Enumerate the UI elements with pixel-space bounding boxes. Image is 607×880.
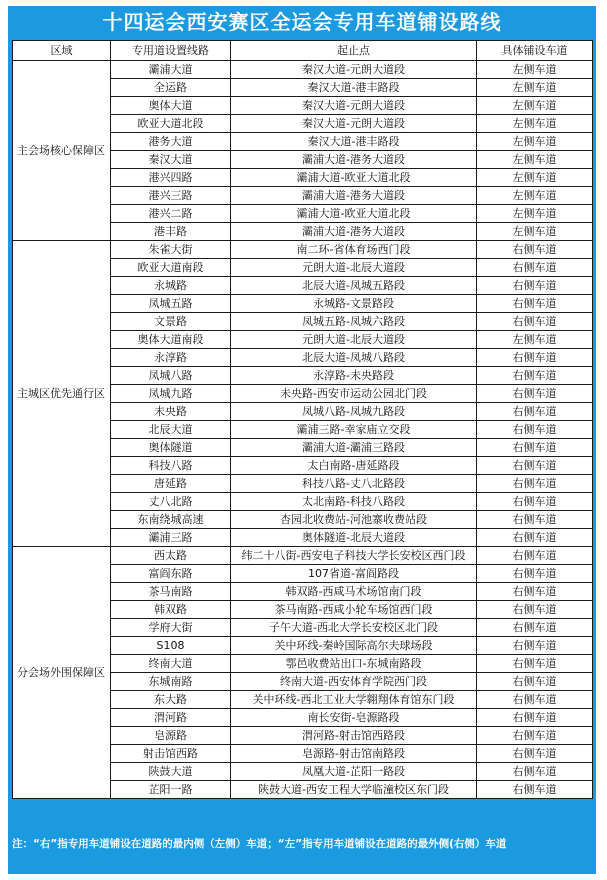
lane-cell: 左侧车道 <box>477 331 593 349</box>
route-cell: 终南大道 <box>111 655 231 673</box>
header-route: 专用道设置线路 <box>111 41 231 61</box>
lane-cell: 右侧车道 <box>477 601 593 619</box>
start-end-cell: 灞浦大道-灞浦三路段 <box>231 439 477 457</box>
start-end-cell: 未央路-西安市运动公园北门段 <box>231 385 477 403</box>
lane-cell: 右侧车道 <box>477 727 593 745</box>
lane-cell: 右侧车道 <box>477 385 593 403</box>
start-end-cell: 南长安街-皂源路段 <box>231 709 477 727</box>
route-cell: 灞浦三路 <box>111 529 231 547</box>
start-end-cell: 关中环线-秦岭国际高尔夫球场段 <box>231 637 477 655</box>
route-cell: 渭河路 <box>111 709 231 727</box>
start-end-cell: 灞浦大道-欧亚大道北段 <box>231 205 477 223</box>
start-end-cell: 秦汉大道-元朗大道段 <box>231 115 477 133</box>
route-cell: 学府大街 <box>111 619 231 637</box>
header-region: 区域 <box>13 41 111 61</box>
lane-cell: 左侧车道 <box>477 205 593 223</box>
lane-cell: 右侧车道 <box>477 781 593 799</box>
lane-cell: 右侧车道 <box>477 763 593 781</box>
lane-cell: 右侧车道 <box>477 691 593 709</box>
lane-cell: 左侧车道 <box>477 223 593 241</box>
lane-cell: 右侧车道 <box>477 403 593 421</box>
start-end-cell: 渭河路-射击馆西路段 <box>231 727 477 745</box>
start-end-cell: 永淳路-未央路段 <box>231 367 477 385</box>
lane-cell: 右侧车道 <box>477 637 593 655</box>
route-cell: 港兴三路 <box>111 187 231 205</box>
start-end-cell: 秦汉大道-港丰路段 <box>231 133 477 151</box>
route-cell: 港兴二路 <box>111 205 231 223</box>
start-end-cell: 凤城八路-凤城九路段 <box>231 403 477 421</box>
route-cell: S108 <box>111 637 231 655</box>
lane-cell: 右侧车道 <box>477 439 593 457</box>
route-cell: 东南绕城高速 <box>111 511 231 529</box>
route-cell: 港兴四路 <box>111 169 231 187</box>
start-end-cell: 元朗大道-北辰大道段 <box>231 259 477 277</box>
page-title: 十四运会西安赛区全运会专用车道铺设路线 <box>102 10 502 34</box>
start-end-cell: 太北南路-科技八路段 <box>231 493 477 511</box>
region-cell: 主城区优先通行区 <box>13 241 111 547</box>
route-cell: 西太路 <box>111 547 231 565</box>
start-end-cell: 灞浦大道-港务大道段 <box>231 223 477 241</box>
lane-cell: 右侧车道 <box>477 565 593 583</box>
table-row <box>13 241 593 259</box>
start-end-cell: 107省道-富阎路段 <box>231 565 477 583</box>
lane-cell: 右侧车道 <box>477 277 593 295</box>
route-cell: 丈八北路 <box>111 493 231 511</box>
route-cell: 文景路 <box>111 313 231 331</box>
start-end-cell: 南二环-省体育场西门段 <box>231 241 477 259</box>
route-cell: 朱雀大街 <box>111 241 231 259</box>
lane-cell: 右侧车道 <box>477 511 593 529</box>
lane-cell: 右侧车道 <box>477 673 593 691</box>
lane-cell: 左侧车道 <box>477 97 593 115</box>
start-end-cell: 鄠邑收费站出口-东城南路段 <box>231 655 477 673</box>
route-table <box>12 40 593 799</box>
lane-cell: 右侧车道 <box>477 709 593 727</box>
route-cell: 唐延路 <box>111 475 231 493</box>
lane-cell: 左侧车道 <box>477 61 593 79</box>
start-end-cell: 皂源路-射击馆南路段 <box>231 745 477 763</box>
route-cell: 东城南路 <box>111 673 231 691</box>
region-cell: 主会场核心保障区 <box>13 61 111 241</box>
page-frame <box>8 6 596 874</box>
route-cell: 全运路 <box>111 79 231 97</box>
lane-cell: 右侧车道 <box>477 295 593 313</box>
start-end-cell: 太白南路-唐延路段 <box>231 457 477 475</box>
lane-cell: 右侧车道 <box>477 583 593 601</box>
start-end-cell: 秦汉大道-元朗大道段 <box>231 97 477 115</box>
table-row <box>13 61 593 79</box>
route-cell: 韩双路 <box>111 601 231 619</box>
route-cell: 永城路 <box>111 277 231 295</box>
lane-cell: 右侧车道 <box>477 259 593 277</box>
lane-cell: 左侧车道 <box>477 169 593 187</box>
lane-cell: 右侧车道 <box>477 349 593 367</box>
table-body <box>13 61 593 799</box>
lane-cell: 右侧车道 <box>477 421 593 439</box>
start-end-cell: 奥体隧道-北辰大道段 <box>231 529 477 547</box>
lane-cell: 左侧车道 <box>477 133 593 151</box>
lane-cell: 右侧车道 <box>477 457 593 475</box>
start-end-cell: 秦汉大道-港丰路段 <box>231 79 477 97</box>
start-end-cell: 纬二十八街-西安电子科技大学长安校区西门段 <box>231 547 477 565</box>
lane-cell: 右侧车道 <box>477 655 593 673</box>
header-start-end: 起止点 <box>231 41 477 61</box>
table-row <box>13 547 593 565</box>
start-end-cell: 科技八路-丈八北路段 <box>231 475 477 493</box>
route-cell: 港丰路 <box>111 223 231 241</box>
route-cell: 北辰大道 <box>111 421 231 439</box>
route-cell: 凤城八路 <box>111 367 231 385</box>
start-end-cell: 凤凰大道-芷阳一路段 <box>231 763 477 781</box>
lane-cell: 右侧车道 <box>477 241 593 259</box>
route-cell: 皂源路 <box>111 727 231 745</box>
start-end-cell: 陕鼓大道-西安工程大学临潼校区东门段 <box>231 781 477 799</box>
lane-cell: 右侧车道 <box>477 367 593 385</box>
start-end-cell: 秦汉大道-元朗大道段 <box>231 61 477 79</box>
start-end-cell: 杏园北收费站-河池寨收费站段 <box>231 511 477 529</box>
lane-cell: 右侧车道 <box>477 529 593 547</box>
route-cell: 永淳路 <box>111 349 231 367</box>
lane-cell: 右侧车道 <box>477 475 593 493</box>
lane-cell: 右侧车道 <box>477 619 593 637</box>
footnote: 注：“右”指专用车道铺设在道路的最内侧（左侧）车道；“左”指专用车道铺设在道路的最外侧(右侧）车道 <box>12 838 507 850</box>
lane-cell: 右侧车道 <box>477 745 593 763</box>
start-end-cell: 茶马南路-西咸小轮车场馆西门段 <box>231 601 477 619</box>
route-cell: 灞浦大道 <box>111 61 231 79</box>
start-end-cell: 北辰大道-凤城八路段 <box>231 349 477 367</box>
route-cell: 奥体大道南段 <box>111 331 231 349</box>
route-cell: 欧亚大道南段 <box>111 259 231 277</box>
route-cell: 东大路 <box>111 691 231 709</box>
lane-cell: 左侧车道 <box>477 151 593 169</box>
lane-cell: 左侧车道 <box>477 79 593 97</box>
route-cell: 奥体隧道 <box>111 439 231 457</box>
start-end-cell: 关中环线-西北工业大学翱翔体育馆东门段 <box>231 691 477 709</box>
route-cell: 茶马南路 <box>111 583 231 601</box>
route-cell: 陕鼓大道 <box>111 763 231 781</box>
route-cell: 未央路 <box>111 403 231 421</box>
lane-cell: 左侧车道 <box>477 187 593 205</box>
lane-cell: 右侧车道 <box>477 547 593 565</box>
start-end-cell: 元朗大道-北辰大道段 <box>231 331 477 349</box>
start-end-cell: 凤城五路-凤城六路段 <box>231 313 477 331</box>
table-header-row <box>13 41 593 61</box>
route-cell: 凤城五路 <box>111 295 231 313</box>
start-end-cell: 终南大道-西安体育学院西门段 <box>231 673 477 691</box>
route-cell: 芷阳一路 <box>111 781 231 799</box>
start-end-cell: 北辰大道-凤城五路段 <box>231 277 477 295</box>
start-end-cell: 灞浦大道-港务大道段 <box>231 187 477 205</box>
route-cell: 欧亚大道北段 <box>111 115 231 133</box>
start-end-cell: 子午大道-西北大学长安校区北门段 <box>231 619 477 637</box>
start-end-cell: 永城路-文景路段 <box>231 295 477 313</box>
route-cell: 富阎东路 <box>111 565 231 583</box>
start-end-cell: 灞浦大道-欧亚大道北段 <box>231 169 477 187</box>
lane-cell: 右侧车道 <box>477 493 593 511</box>
lane-cell: 右侧车道 <box>477 313 593 331</box>
start-end-cell: 灞浦三路-幸家庙立交段 <box>231 421 477 439</box>
region-cell: 分会场外围保障区 <box>13 547 111 799</box>
route-cell: 秦汉大道 <box>111 151 231 169</box>
lane-cell: 左侧车道 <box>477 115 593 133</box>
route-cell: 凤城九路 <box>111 385 231 403</box>
route-cell: 港务大道 <box>111 133 231 151</box>
start-end-cell: 灞浦大道-港务大道段 <box>231 151 477 169</box>
route-cell: 奥体大道 <box>111 97 231 115</box>
start-end-cell: 韩双路-西咸马术场馆南门段 <box>231 583 477 601</box>
route-cell: 科技八路 <box>111 457 231 475</box>
route-cell: 射击馆西路 <box>111 745 231 763</box>
header-lane: 具体铺设车道 <box>477 41 593 61</box>
